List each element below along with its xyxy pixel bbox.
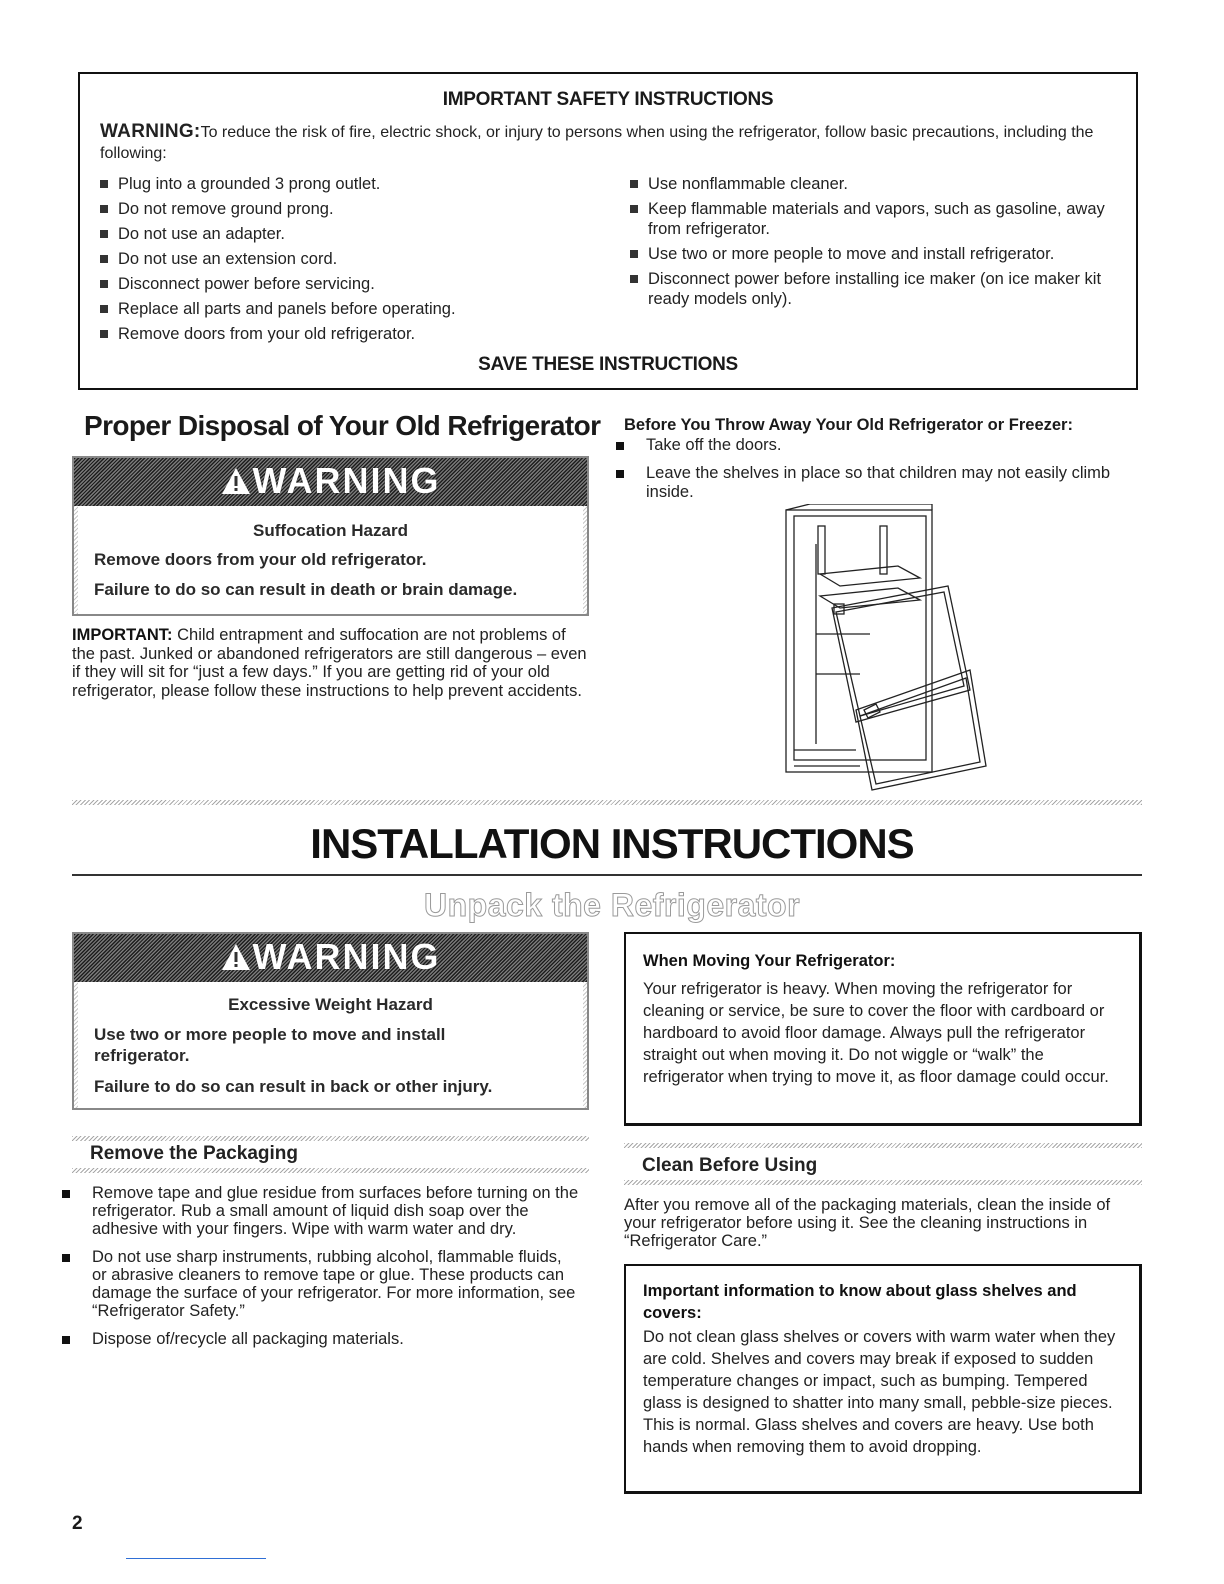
square-bullet-icon bbox=[630, 250, 638, 258]
square-bullet-icon bbox=[100, 280, 108, 288]
square-bullet-icon bbox=[100, 180, 108, 188]
square-bullet-icon bbox=[100, 205, 108, 213]
square-bullet-icon bbox=[100, 255, 108, 263]
moving-refrigerator-box bbox=[624, 932, 1142, 1126]
hazard-name: Suffocation Hazard bbox=[253, 521, 408, 540]
section-divider bbox=[72, 800, 1142, 805]
warning-consequence: Failure to do so can result in back or other injury. bbox=[94, 1077, 493, 1096]
moving-text: Your refrigerator is heavy. When moving the refrigerator for cleaning or service, be sure to cover the floor with cardboard or hardboard to avoid floor damage. Always pull the refrigerator straight out when moving it. Do not wiggle or “walk” the refrigerator when trying to move it, as floor damage could occur. bbox=[643, 980, 1109, 1086]
installation-title: INSTALLATION INSTRUCTIONS bbox=[310, 820, 914, 867]
warning-title: WARNING bbox=[74, 460, 587, 502]
save-instructions: SAVE THESE INSTRUCTIONS bbox=[478, 354, 738, 375]
square-bullet-icon bbox=[62, 1254, 70, 1262]
warning-side-border bbox=[583, 982, 587, 1108]
square-bullet-icon bbox=[630, 205, 638, 213]
section-divider bbox=[624, 1180, 1142, 1185]
list-item: Do not remove ground prong. bbox=[98, 199, 578, 219]
glass-shelves-box bbox=[624, 1264, 1142, 1494]
packaging-list bbox=[60, 1184, 580, 1353]
square-bullet-icon bbox=[630, 180, 638, 188]
warning-text bbox=[94, 520, 567, 600]
unpack-title: Unpack the Refrigerator bbox=[423, 887, 801, 923]
list-item: Remove doors from your old refrigerator. bbox=[98, 324, 578, 344]
important-paragraph: IMPORTANT: Child entrapment and suffocation are not problems of the past. Junked or abandoned refrigerators are still dangerous – even if they will sit for “just a few days.” If you are getting rid of your old refrigerator, please follow these instructions to help prevent accidents. bbox=[72, 626, 587, 700]
warning-label: WARNING: bbox=[100, 121, 201, 142]
hazard-name: Excessive Weight Hazard bbox=[228, 995, 433, 1014]
safety-title: IMPORTANT SAFETY INSTRUCTIONS bbox=[442, 89, 774, 110]
packaging-heading: Remove the Packaging bbox=[90, 1143, 299, 1164]
refrigerator-doors-removed-illustration bbox=[780, 504, 1000, 794]
list-item: Use nonflammable cleaner. bbox=[628, 174, 1118, 194]
section-divider bbox=[72, 1136, 589, 1141]
list-item: Remove tape and glue residue from surfaces before turning on the refrigerator. Rub a small amount of liquid dish soap over the adhesive with your fingers. Wipe with warm water and dry. bbox=[60, 1184, 580, 1238]
warning-side-border bbox=[583, 506, 587, 614]
footer-line bbox=[126, 1558, 266, 1559]
clean-text: After you remove all of the packaging materials, clean the inside of your refrigerator before using it. See the cleaning instructions in “Refrigerator Care.” bbox=[624, 1196, 1111, 1250]
list-item: Use two or more people to move and install refrigerator. bbox=[628, 244, 1118, 264]
warning-side-border bbox=[74, 982, 78, 1108]
weight-warning-box bbox=[72, 932, 589, 1110]
section-divider bbox=[624, 1143, 1142, 1148]
list-item: Dispose of/recycle all packaging materials. bbox=[60, 1330, 580, 1348]
list-item: Replace all parts and panels before operating. bbox=[98, 299, 578, 319]
list-item: Disconnect power before installing ice maker (on ice maker kit ready models only). bbox=[628, 269, 1118, 309]
clean-heading: Clean Before Using bbox=[642, 1155, 818, 1176]
warning-instruction: Use two or more people to move and install refrigerator. bbox=[94, 1025, 446, 1065]
safety-list-left bbox=[98, 174, 578, 349]
safety-instructions-box bbox=[78, 72, 1138, 390]
warning-side-border bbox=[74, 506, 78, 614]
list-item: Take off the doors. bbox=[614, 436, 1134, 455]
square-bullet-icon bbox=[100, 305, 108, 313]
list-item: Do not use an extension cord. bbox=[98, 249, 578, 269]
list-item: Do not use an adapter. bbox=[98, 224, 578, 244]
safety-list-right bbox=[628, 174, 1118, 314]
warning-triangle-icon bbox=[221, 943, 251, 971]
square-bullet-icon bbox=[62, 1190, 70, 1198]
important-label: IMPORTANT: bbox=[72, 626, 173, 644]
list-item: Keep flammable materials and vapors, such as gasoline, away from refrigerator. bbox=[628, 199, 1118, 239]
glass-text: Do not clean glass shelves or covers with warm water when they are cold. Shelves and covers may break if exposed to sudden temperature changes or impact, such as bumping. Tempered glass is designed to shatter into many small, pebble-size pieces. This is normal. Glass shelves and covers are heavy. Use both hands when removing them to avoid dropping. bbox=[643, 1328, 1116, 1456]
title-underline bbox=[72, 874, 1142, 876]
safety-warning bbox=[100, 121, 1116, 164]
square-bullet-icon bbox=[616, 442, 624, 450]
square-bullet-icon bbox=[100, 230, 108, 238]
list-item: Do not use sharp instruments, rubbing alcohol, flammable fluids, or abrasive cleaners to remove tape or glue. These products can damage the surface of your refrigerator. For more information, see “Refrigerator Safety.” bbox=[60, 1248, 580, 1320]
list-item: Disconnect power before servicing. bbox=[98, 274, 578, 294]
throw-away-list bbox=[614, 436, 1134, 507]
glass-heading: Important information to know about glass shelves and covers: bbox=[643, 1282, 1077, 1322]
square-bullet-icon bbox=[100, 330, 108, 338]
warning-title: WARNING bbox=[74, 936, 587, 978]
list-item: Leave the shelves in place so that children may not easily climb inside. bbox=[614, 464, 1134, 502]
page-number: 2 bbox=[72, 1513, 83, 1534]
warning-instruction: Remove doors from your old refrigerator. bbox=[94, 550, 427, 569]
warning-text bbox=[94, 994, 567, 1097]
warning-triangle-icon bbox=[221, 467, 251, 495]
warning-text: To reduce the risk of fire, electric shock, or injury to persons when using the refrigerator, follow basic precautions, including the following: bbox=[100, 124, 1094, 162]
throw-away-heading: Before You Throw Away Your Old Refrigerator or Freezer: bbox=[624, 416, 1073, 434]
warning-consequence: Failure to do so can result in death or brain damage. bbox=[94, 580, 518, 599]
list-item: Plug into a grounded 3 prong outlet. bbox=[98, 174, 578, 194]
square-bullet-icon bbox=[616, 470, 624, 478]
square-bullet-icon bbox=[630, 275, 638, 283]
disposal-heading: Proper Disposal of Your Old Refrigerator bbox=[84, 410, 601, 441]
square-bullet-icon bbox=[62, 1336, 70, 1344]
suffocation-warning-box bbox=[72, 456, 589, 616]
section-divider bbox=[72, 1168, 589, 1173]
moving-heading: When Moving Your Refrigerator: bbox=[643, 952, 896, 970]
